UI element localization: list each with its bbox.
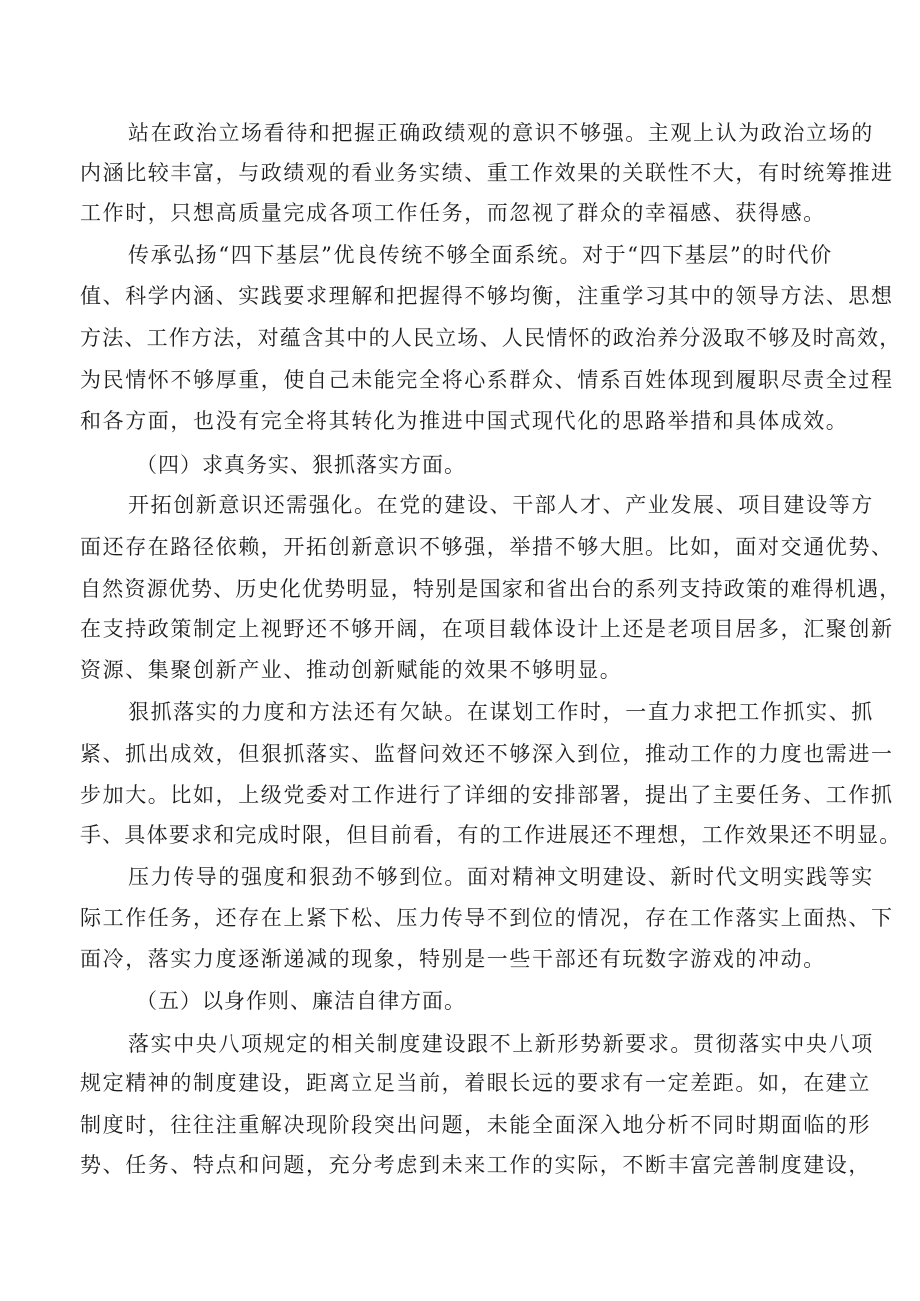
paragraph-line: 为民情怀不够厚重，使自己未能完全将心系群众、情系百姓体现到履职尽责全过程 (80, 368, 894, 392)
paragraph-line: 手、具体要求和完成时限，但目前看，有的工作进展还不理想，工作效果还不明显。 (80, 823, 902, 847)
paragraph-line: 压力传导的强度和狠劲不够到位。面对精神文明建设、新时代文明实践等实 (128, 865, 874, 889)
paragraph-line: 际工作任务，还存在上紧下松、压力传导不到位的情况，存在工作落实上面热、下 (80, 906, 894, 930)
section-heading: （四）求真务实、狠抓落实方面。 (136, 453, 466, 477)
paragraph-line: 值、科学内涵、实践要求理解和把握得不够均衡，注重学习其中的领导方法、思想 (80, 284, 894, 308)
paragraph-line: 步加大。比如，上级党委对工作进行了详细的安排部署，提出了主要任务、工作抓 (80, 783, 894, 807)
paragraph-line: 制度时，往往注重解决现阶段突出问题，未能全面深入地分析不同时期面临的形 (80, 1113, 871, 1137)
paragraph-line: 站在政治立场看待和把握正确政绩观的意识不够强。主观上认为政治立场的 (128, 121, 874, 145)
paragraph-line: 内涵比较丰富，与政绩观的看业务实绩、重工作效果的关联性不大，有时统筹推进 (80, 161, 894, 185)
paragraph-line: 资源、集聚创新产业、推动创新赋能的效果不够明显。 (80, 658, 623, 682)
paragraph-line: 紧、抓出成效，但狠抓落实、监督问效还不够深入到位，推动工作的力度也需进一 (80, 742, 894, 766)
paragraph-line: 工作时，只想高质量完成各项工作任务，而忽视了群众的幸福感、获得感。 (80, 201, 826, 225)
paragraph-line: 自然资源优势、历史化优势明显，特别是国家和省出台的系列支持政策的难得机遇， (80, 577, 902, 601)
paragraph-line: 规定精神的制度建设，距离立足当前，着眼长远的要求有一定差距。如，在建立 (80, 1071, 871, 1095)
section-heading: （五）以身作则、廉洁自律方面。 (136, 989, 466, 1013)
paragraph-line: 方法、工作方法，对蕴含其中的人民立场、人民情怀的政治养分汲取不够及时高效， (80, 326, 902, 350)
paragraph-line: 势、任务、特点和问题，充分考虑到未来工作的实际，不断丰富完善制度建设， (80, 1153, 871, 1177)
paragraph-line: 开拓创新意识还需强化。在党的建设、干部人才、产业发展、项目建设等方 (128, 493, 874, 517)
paragraph-line: 传承弘扬“四下基层”优良传统不够全面系统。对于“四下基层”的时代价 (128, 243, 833, 267)
paragraph-line: 狠抓落实的力度和方法还有欠缺。在谋划工作时，一直力求把工作抓实、抓 (128, 700, 874, 724)
paragraph-line: 面还存在路径依赖，开拓创新意识不够强，举措不够大胆。比如，面对交通优势、 (80, 535, 894, 559)
paragraph-line: 和各方面，也没有完全将其转化为推进中国式现代化的思路举措和具体成效。 (80, 409, 849, 433)
paragraph-line: 在支持政策制定上视野还不够开阔，在项目载体设计上还是老项目居多，汇聚创新 (80, 617, 894, 641)
paragraph-line: 面冷，落实力度逐渐递减的现象，特别是一些干部还有玩数字游戏的冲动。 (80, 947, 826, 971)
paragraph-line: 落实中央八项规定的相关制度建设跟不上新形势新要求。贯彻落实中央八项 (128, 1032, 874, 1056)
